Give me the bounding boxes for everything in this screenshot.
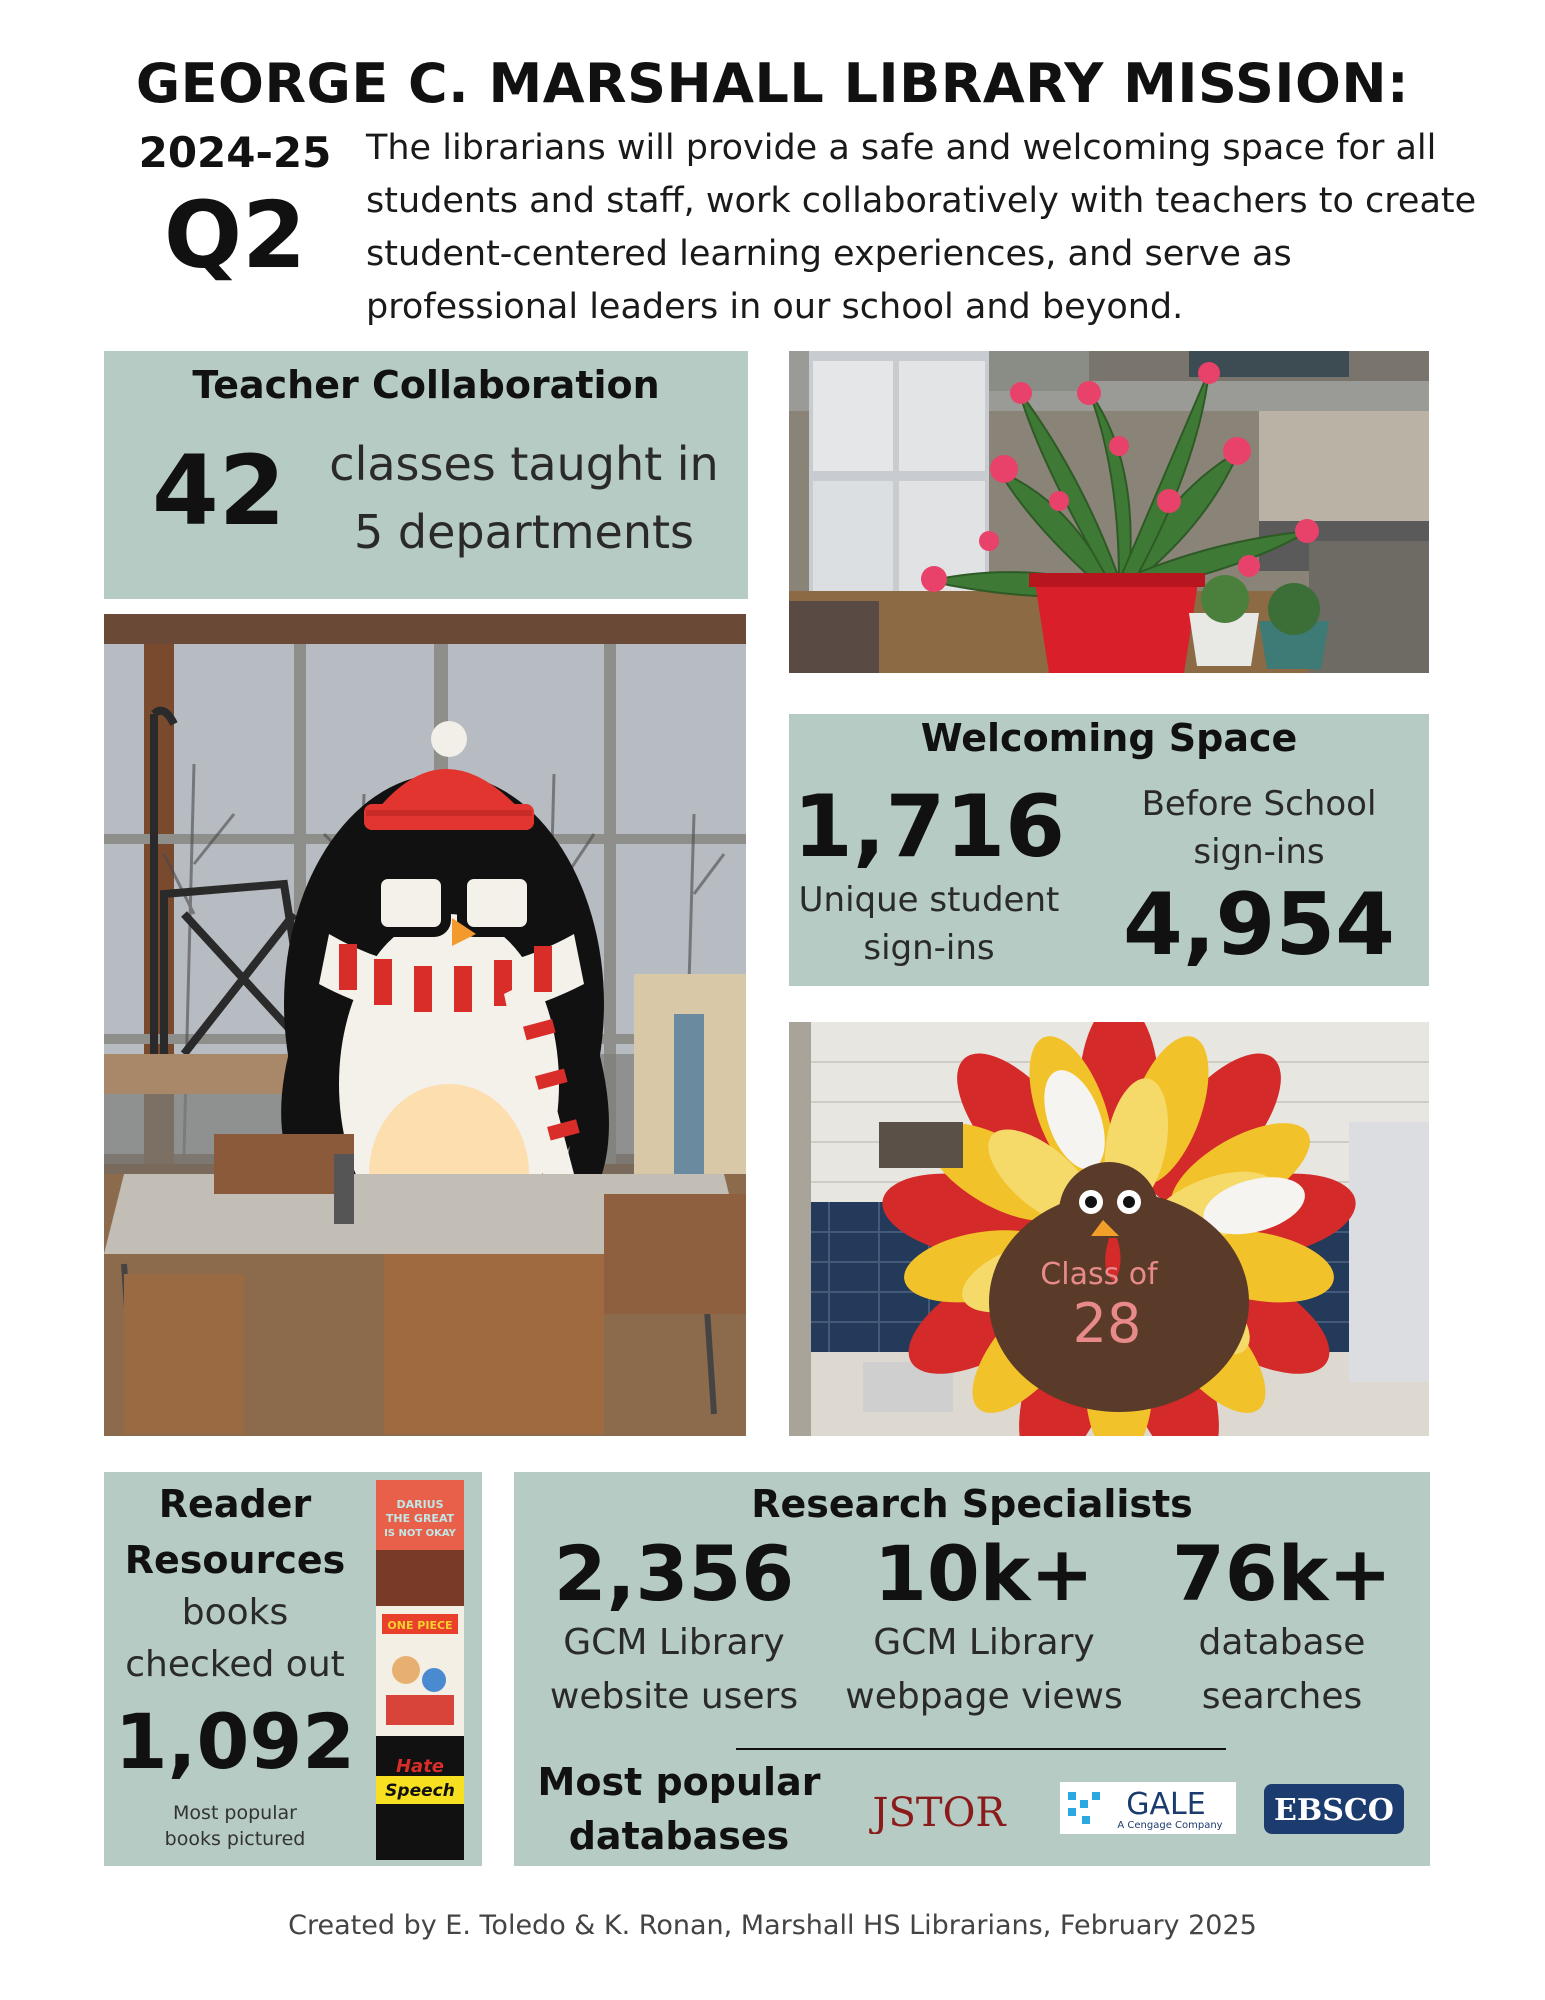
research-specialists-panel: [514, 1472, 1430, 1866]
divider: [736, 1748, 1226, 1750]
footer-credit: Created by E. Toledo & K. Ronan, Marshall HS Librarians, February 2025: [288, 1910, 1257, 1941]
reader-resources-title: Reader: [158, 1482, 312, 1526]
mission-line: professional leaders in our school and beyond.: [366, 287, 1184, 327]
turkey-photo-image: [789, 1022, 1429, 1436]
book1-title-3: IS NOT OKAY: [384, 1528, 456, 1539]
gale-logo: [1060, 1782, 1236, 1834]
book3-title: Hate: [395, 1756, 445, 1777]
gale-subtext: A Cengage Company: [1117, 1820, 1223, 1831]
books-checked-out-label: books: [181, 1592, 289, 1633]
ebsco-logo: [1264, 1784, 1404, 1834]
flower-photo-image: [789, 351, 1429, 673]
mission-line: students and staff, work collaboratively with teachers to create: [366, 181, 1477, 221]
turkey-class-text: Class of: [1040, 1257, 1158, 1292]
welcoming-space-panel: [789, 714, 1429, 986]
penguin-photo: [104, 614, 746, 1436]
turkey-year-text: 28: [1072, 1292, 1142, 1355]
turkey-photo: [789, 1022, 1429, 1436]
popular-books-note-2: books pictured: [164, 1828, 306, 1850]
database-searches-stat: [1132, 1529, 1432, 1724]
gale-text: GALE: [1126, 1787, 1206, 1822]
page-title: GEORGE C. MARSHALL LIBRARY MISSION:: [135, 52, 1410, 115]
research-specialists-title: Research Specialists: [751, 1482, 1193, 1526]
popular-books-note: Most popular: [173, 1802, 297, 1824]
before-school-count: 4,954: [1122, 875, 1396, 975]
database-searches-count: 76k+: [1172, 1529, 1392, 1618]
quarter-label: Q2: [163, 182, 307, 289]
books-checked-out-count: 1,092: [114, 1697, 356, 1786]
database-searches-label-2: searches: [1201, 1675, 1363, 1717]
webpage-views-stat: [834, 1529, 1134, 1724]
before-school-label-2: sign-ins: [1193, 832, 1325, 872]
reader-resources-panel: [104, 1472, 482, 1866]
book-covers-image: [376, 1480, 464, 1860]
teacher-collaboration-title: Teacher Collaboration: [192, 363, 660, 407]
departments-label: 5 departments: [354, 505, 694, 559]
jstor-text: JSTOR: [872, 1790, 1006, 1834]
mission-statement: [366, 122, 1496, 334]
database-searches-label: database: [1198, 1621, 1366, 1663]
welcoming-space-title: Welcoming Space: [920, 716, 1298, 760]
penguin-photo-image: [104, 614, 746, 1436]
popular-books-covers: [376, 1480, 464, 1860]
website-users-label: GCM Library: [563, 1621, 785, 1663]
website-users-label-2: website users: [549, 1675, 799, 1717]
webpage-views-label-2: webpage views: [845, 1675, 1123, 1717]
books-checked-out-label-2: checked out: [125, 1644, 345, 1685]
popular-databases-label-2: databases: [568, 1814, 790, 1858]
teacher-collaboration-panel: [104, 351, 748, 599]
jstor-logo: [844, 1788, 1034, 1834]
mission-line: The librarians will provide a safe and welcoming space for all: [366, 128, 1437, 168]
book1-title: DARIUS: [396, 1498, 444, 1511]
book1-title-2: THE GREAT: [385, 1512, 455, 1525]
unique-signins-label: Unique student: [798, 880, 1060, 920]
popular-databases-label: Most popular: [537, 1760, 821, 1804]
website-users-stat: [524, 1529, 824, 1724]
before-school-label: Before School: [1141, 784, 1377, 824]
reader-resources-title-2: Resources: [124, 1538, 346, 1582]
classes-taught-count: 42: [152, 435, 286, 547]
unique-signins-label-2: sign-ins: [863, 928, 995, 968]
book3-title-2: Speech: [385, 1781, 455, 1801]
webpage-views-count: 10k+: [874, 1529, 1094, 1618]
webpage-views-label: GCM Library: [873, 1621, 1095, 1663]
book2-title: ONE PIECE: [387, 1619, 453, 1632]
website-users-count: 2,356: [553, 1529, 795, 1618]
ebsco-text: EBSCO: [1274, 1793, 1394, 1828]
school-year: 2024-25: [138, 128, 332, 177]
unique-signins-count: 1,716: [792, 777, 1066, 877]
flower-photo: [789, 351, 1429, 673]
classes-taught-label: classes taught in: [329, 437, 719, 491]
mission-line: student-centered learning experiences, and serve as: [366, 234, 1292, 274]
